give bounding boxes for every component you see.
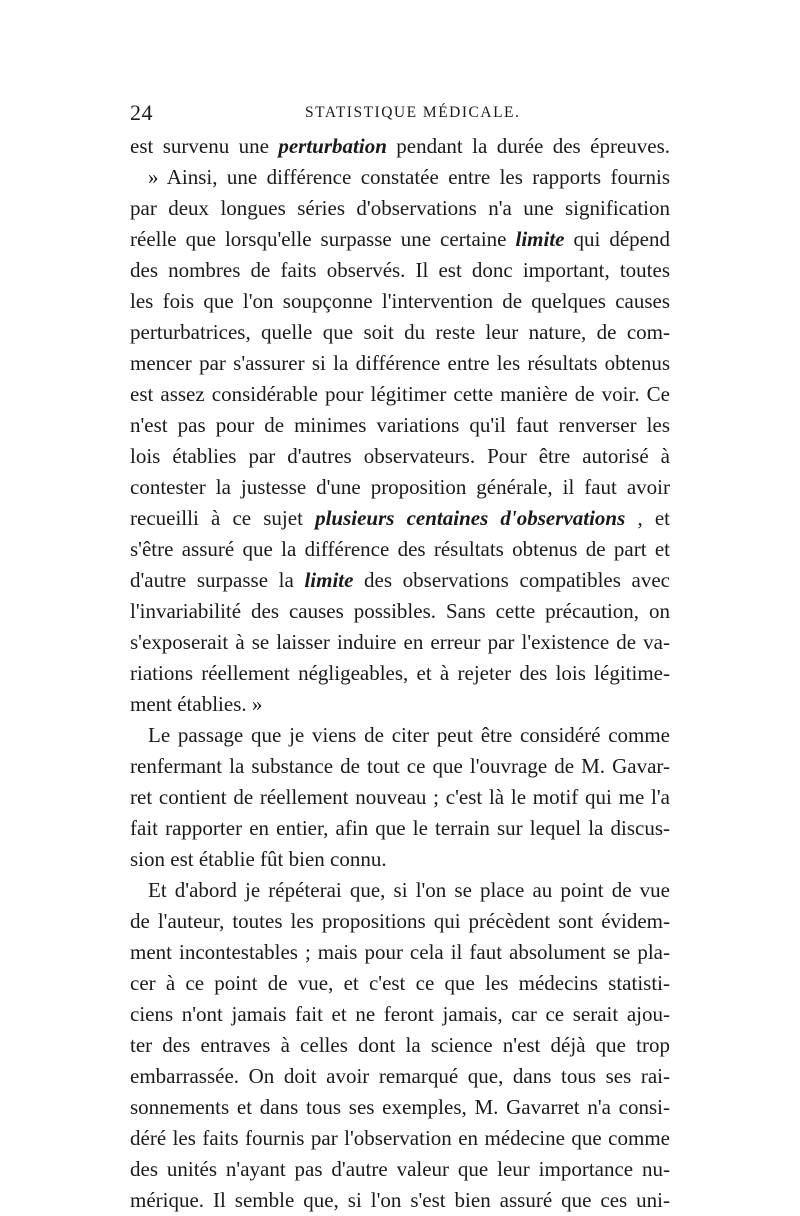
text-line [130, 689, 670, 720]
text-segment: mencer par s'assurer si la différence entre les résultats obtenus [130, 351, 670, 375]
text-line [130, 1030, 670, 1061]
text-segment: s'exposerait à se laisser induire en erreur par l'existence de va- [130, 630, 670, 654]
text-segment: riations réellement négligeables, et à rejeter des lois légitime- [130, 661, 670, 685]
text-segment: est survenu une [130, 134, 279, 158]
text-segment: de l'auteur, toutes les propositions qui précèdent sont évidem- [130, 909, 670, 933]
emphasized-text: limite [304, 568, 354, 592]
text-line [130, 844, 670, 875]
text-line [130, 937, 670, 968]
text-line [130, 503, 670, 534]
text-line [130, 1154, 670, 1185]
text-segment: , et [625, 506, 671, 530]
text-segment: Le passage que je viens de citer peut être considéré comme [148, 723, 670, 747]
text-line [130, 162, 670, 193]
emphasized-text: limite [515, 227, 565, 251]
text-segment: contester la justesse d'une proposition générale, il faut avoir [130, 475, 670, 499]
running-head: STATISTIQUE MÉDICALE. [305, 104, 521, 121]
text-segment: » Ainsi, une différence constatée entre les rapports fournis [148, 165, 670, 189]
text-line [130, 658, 670, 689]
page-header [130, 100, 668, 128]
text-line [130, 813, 670, 844]
text-line [130, 596, 670, 627]
text-line [130, 534, 670, 565]
text-segment: réelle que lorsqu'elle surpasse une certaine [130, 227, 516, 251]
text-segment: ret contient de réellement nouveau ; c'est là le motif qui me l'a [130, 785, 670, 809]
body-text [130, 131, 670, 1216]
text-segment: Et d'abord je répéterai que, si l'on se place au point de vue [148, 878, 670, 902]
text-segment: des nombres de faits observés. Il est donc important, toutes [130, 258, 670, 282]
text-line [130, 1123, 670, 1154]
text-segment: lois établies par d'autres observateurs. Pour être autorisé à [130, 444, 670, 468]
text-segment: ment incontestables ; mais pour cela il faut absolument se pla- [130, 940, 670, 964]
text-segment: fait rapporter en entier, afin que le terrain sur lequel la discus- [130, 816, 670, 840]
text-segment: par deux longues séries d'observations n'a une signification [130, 196, 670, 220]
text-line [130, 565, 670, 596]
text-line [130, 286, 670, 317]
text-line [130, 379, 670, 410]
text-segment: ment établies. » [130, 692, 263, 716]
text-segment: renfermant la substance de tout ce que l'ouvrage de M. Gavar- [130, 754, 670, 778]
text-segment: les fois que l'on soupçonne l'intervention de quelques causes [130, 289, 670, 313]
text-line [130, 999, 670, 1030]
text-segment: est assez considérable pour légitimer cette manière de voir. Ce [130, 382, 670, 406]
text-line [130, 317, 670, 348]
text-line [130, 751, 670, 782]
text-line [130, 1092, 670, 1123]
text-line [130, 193, 670, 224]
page-number: 24 [130, 100, 153, 125]
text-segment: sonnements et dans tous ses exemples, M. Gavarret n'a consi- [130, 1095, 670, 1119]
text-line [130, 441, 670, 472]
text-line [130, 875, 670, 906]
text-segment: qui dépend [564, 227, 670, 251]
text-line [130, 627, 670, 658]
text-segment: déré les faits fournis par l'observation en médecine que comme [130, 1126, 670, 1150]
text-segment: perturbatrices, quelle que soit du reste leur nature, de com- [130, 320, 670, 344]
text-segment: recueilli à ce sujet [130, 506, 316, 530]
text-segment: mérique. Il semble que, si l'on s'est bien assuré que ces uni- [130, 1188, 670, 1212]
text-segment: s'être assuré que la différence des résultats obtenus de part et [130, 537, 670, 561]
text-line [130, 410, 670, 441]
text-line [130, 255, 670, 286]
text-line [130, 131, 670, 162]
text-segment: des observations compatibles avec [353, 568, 671, 592]
text-segment: ter des entraves à celles dont la science n'est déjà que trop [130, 1033, 670, 1057]
text-line [130, 906, 670, 937]
text-line [130, 1061, 670, 1092]
text-segment: pendant la durée des épreuves. [386, 134, 671, 158]
text-segment: ciens n'ont jamais fait et ne feront jamais, car ce serait ajou- [130, 1002, 670, 1026]
text-line [130, 348, 670, 379]
emphasized-text: plusieurs centaines d'observations [315, 506, 626, 530]
emphasized-text: perturbation [278, 134, 387, 158]
text-line [130, 720, 670, 751]
text-segment: embarrassée. On doit avoir remarqué que, dans tous ses rai- [130, 1064, 670, 1088]
text-segment: d'autre surpasse la [130, 568, 305, 592]
text-segment: cer à ce point de vue, et c'est ce que les médecins statisti- [130, 971, 670, 995]
text-line [130, 472, 670, 503]
text-segment: sion est établie fût bien connu. [130, 847, 387, 871]
text-line [130, 224, 670, 255]
text-line [130, 782, 670, 813]
text-segment: n'est pas pour de minimes variations qu'il faut renverser les [130, 413, 670, 437]
text-segment: des unités n'ayant pas d'autre valeur que leur importance nu- [130, 1157, 670, 1181]
text-segment: l'invariabilité des causes possibles. Sans cette précaution, on [130, 599, 670, 623]
text-line [130, 1185, 670, 1216]
text-line [130, 968, 670, 999]
